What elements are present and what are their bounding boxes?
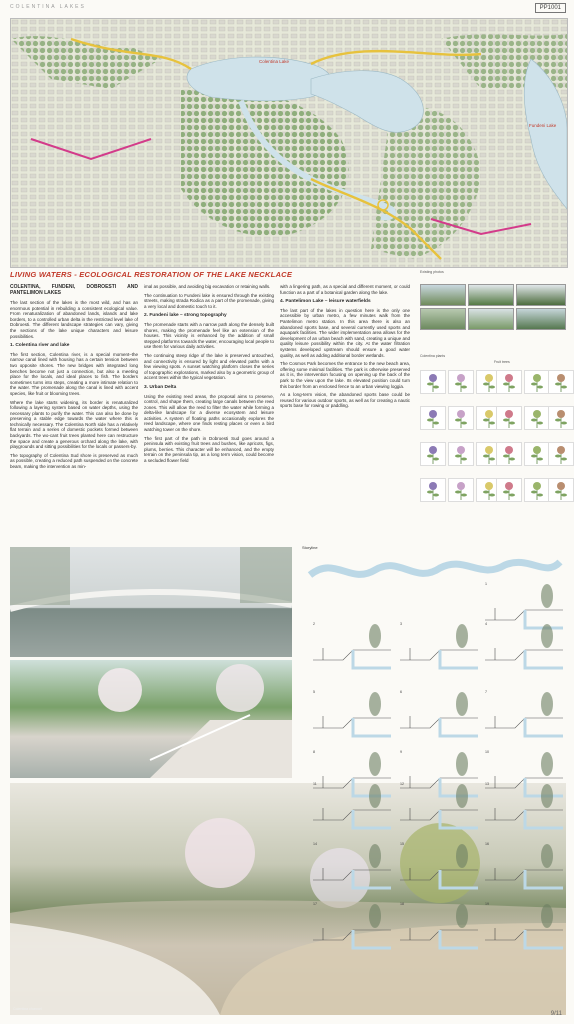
- sidebar: [420, 270, 566, 520]
- section-drawing: [400, 780, 478, 830]
- subheading-3: 3. Urban Delta: [144, 384, 177, 390]
- section-number: 17: [313, 902, 317, 906]
- photos-label: Existing photos: [420, 270, 444, 274]
- plant-illustration: [448, 406, 474, 430]
- section-drawing: [313, 620, 391, 670]
- render-bridge: [10, 547, 292, 657]
- section-heading: COLENTINA, FUNDENI, DOBROESTI AND PANTELIMON LAKES: [10, 284, 138, 296]
- section-drawing: [400, 900, 478, 950]
- existing-photo: [516, 308, 566, 330]
- section-drawing: [485, 620, 563, 670]
- paragraph: The topography of Colentina Sud shore is preserved as much as possible, creating a reduced path suspended on the concrete beam, making the intervention as min-: [10, 452, 138, 470]
- section-number: 7: [485, 690, 487, 694]
- plant-illustration: [524, 478, 550, 502]
- plant-illustration: [496, 370, 522, 394]
- section-drawing: [485, 688, 563, 738]
- plant-illustration: [420, 478, 446, 502]
- section-number: 19: [485, 902, 489, 906]
- section-number: 2: [313, 622, 315, 626]
- text-column-2: [144, 284, 274, 467]
- plant-illustration: [548, 478, 574, 502]
- existing-photo: [420, 308, 466, 330]
- section-drawing: [313, 840, 391, 890]
- section-number: 4: [485, 622, 487, 626]
- section-drawing: [400, 688, 478, 738]
- sheet-code: PP1001: [535, 3, 566, 13]
- subheading-4: 4. Pantelimon Lake – leisure waterfields: [280, 299, 371, 305]
- section-drawing: [485, 780, 563, 830]
- section-number: 18: [400, 902, 404, 906]
- text-column-1: [10, 284, 138, 473]
- subheading-1: 1. Colentina river and lake: [10, 343, 70, 349]
- section-drawing: [485, 840, 563, 890]
- paragraph: with a lingering path, as a special and different moment, or could function as a part of a botanical garden along the lake.: [280, 284, 410, 295]
- section-drawing: [485, 900, 563, 950]
- paragraph: As a long-term vision, the abandoned sports base could be reused for various outdoor sports, as well as for creating a nautic sports base for rowing or paddling.: [280, 392, 410, 409]
- plant-illustration: [448, 478, 474, 502]
- series-line: COLENTINA LAKES: [10, 4, 86, 10]
- existing-photo: [516, 284, 566, 306]
- paragraph: The last part of the lakes in question here is the only one accessible by urban metro, a few minutes walk from the Pantelimon metro station. In this area there is also an abandoned sports base, and several currently used sports and aquapark facilities. The wider implementation area allows for the development of an urban beach with sand, creating a unique and quality leisure possibility within the city. At the water filtration systems developed upstream should ensure a good water quality, as well as adding additional border wetlands.: [280, 307, 410, 358]
- plant-illustration: [420, 370, 446, 394]
- canal-drawing: [10, 783, 566, 1015]
- paragraph: imal as possible, and avoiding big excavation or retaining walls.: [144, 284, 271, 289]
- storyline-label: Storyline: [302, 545, 318, 550]
- plant-illustration: [548, 370, 574, 394]
- section-number: 3: [400, 622, 402, 626]
- intro-paragraph: The last section of the lakes is the most wild, and has an enormous potential in rebuilding a consistent ecological value. From renaturalization of abandoned lands, islands and lake borders, to a controlled urban delta in the restricted level lake of Dobroesti. The different landscape strategies can vary, giving the sections of the lake unique characters and leisure possibilities.: [10, 300, 138, 339]
- section-number: 11: [313, 782, 317, 786]
- bottom-caption: Colentina channel: [13, 1007, 42, 1011]
- colentina-lake-label: Colentina Lake: [259, 59, 290, 64]
- plant-illustration: [420, 406, 446, 430]
- section-number: 15: [400, 842, 404, 846]
- render-canal: [10, 783, 566, 1015]
- paragraph: Using the existing reed areas, the proposal aims to preserve, control, and shape them, creating large canals between the reed zones. This will allow the reed to filter the water while forming a delta-like landscape for a diverse ecosystem and leisure activities. A system of floating paths occasionally explores the reed landscape, where one finds resting places or even a bird watching tower on the shore.: [144, 393, 274, 433]
- existing-photo: [468, 284, 514, 306]
- section-drawing: [313, 688, 391, 738]
- paragraph: Where the lake starts widening, its border is renaturalized following a layering system based on water depths, using the necessary plants to purify the water. This can also be done by preserving a stable edge towards the water where this is technically necessary. The Colentina North side has a relatively flat terrain and a series of domestic pockets formed between backyards. The wo-cant fruit trees planted here can restructure the space and create a generous orchard along the lake, with playgrounds and sitting possibilities for the locals or passers-by.: [10, 399, 138, 450]
- section-drawing: [400, 620, 478, 670]
- page-title: LIVING WATERS - ECOLOGICAL RESTORATION OF THE LAKE NECKLACE: [10, 270, 293, 279]
- paragraph: The promenade starts with a narrow path along the densely built shores, making the promenade feel like an extension of the houses. This vicinity is enhanced by the addition of small stepped platforms towards the water, encouraging local people to use them for various daily activities.: [144, 321, 274, 350]
- render-promenade: [10, 660, 292, 778]
- section-number: 10: [485, 750, 489, 754]
- plant-illustration: [548, 406, 574, 430]
- section-number: 9: [400, 750, 402, 754]
- paragraph: The first section, Colentina river, is a special moment–the narrow canal lined with housing has a certain tension between two opposite shores. The new bridges with integrated long benches become not just a connection, but also a meeting place for the locals, and ideal places to fish. The borders sometimes turns into steps, creating a more intimate relation to the water. The promenade along the canal is lined with accent species, like fruit or blooming trees.: [10, 351, 138, 396]
- subheading-2: 2. Fundeni lake – strong topography: [144, 313, 227, 319]
- existing-photo: [468, 308, 514, 330]
- section-number: 6: [400, 690, 402, 694]
- plant-illustration: [524, 370, 550, 394]
- section-number: 5: [313, 690, 315, 694]
- promenade-drawing: [10, 660, 292, 778]
- plants-label: Colentina plants: [420, 354, 446, 358]
- section-drawing: [313, 900, 391, 950]
- plant-illustration: [420, 442, 446, 466]
- plant-illustration: [524, 442, 550, 466]
- plant-illustration: [448, 442, 474, 466]
- text-column-3: [280, 284, 410, 412]
- fruit-trees-label: Fruit trees: [494, 360, 510, 364]
- paragraph: The Cosmos Park becomes the entrance to the new beach area, offering some minimal facilities. The park is otherwise preserved as it is, the intervention focusing on opening up the back of the park to the view upon the lake. Its elevated position could turn this border from an enclosed fence to an urban viewing loggia.: [280, 361, 410, 389]
- bridge-drawing: [10, 547, 292, 657]
- paragraph: The first part of the path in Dobroesti Sud goes around a peninsula with existing fruit trees and bushes, like apricots, figs, plums, berries. This character will be enhanced, and the empty terrain on the peninsula tip, as a long term vision, could become a secluded flower field: [144, 435, 274, 464]
- section-number: 14: [313, 842, 317, 846]
- section-drawing: [400, 840, 478, 890]
- paragraph: The continuation to Fundeni lake is ensured through the existing streets, making strada Rodica as a part of the promenade, giving a very local and domestic touch to it.: [144, 292, 274, 309]
- section-number: 13: [485, 782, 489, 786]
- page-number: 9/11: [550, 1011, 562, 1017]
- fundeni-lake-label: Fundeni Lake: [529, 123, 557, 128]
- section-drawing: [313, 780, 391, 830]
- plant-illustration: [496, 478, 522, 502]
- section-number: 8: [313, 750, 315, 754]
- plant-illustration: [496, 442, 522, 466]
- section-number: 12: [400, 782, 404, 786]
- plant-illustration: [548, 442, 574, 466]
- map-drawing: [11, 19, 567, 267]
- master-plan-map: [10, 18, 568, 268]
- plant-illustration: [524, 406, 550, 430]
- existing-photo: [420, 284, 466, 306]
- section-number: 1: [485, 582, 487, 586]
- paragraph: The continuing steep ridge of the lake is preserved untouched, and connectivity is ensured by light and elevated paths with a few viewing spots. A sunset watching platform closes the series of topographic explorations, marked also by a geometric group of accent trees within the typical vegetation.: [144, 352, 274, 381]
- section-number: 16: [485, 842, 489, 846]
- plant-illustration: [496, 406, 522, 430]
- plant-illustration: [448, 370, 474, 394]
